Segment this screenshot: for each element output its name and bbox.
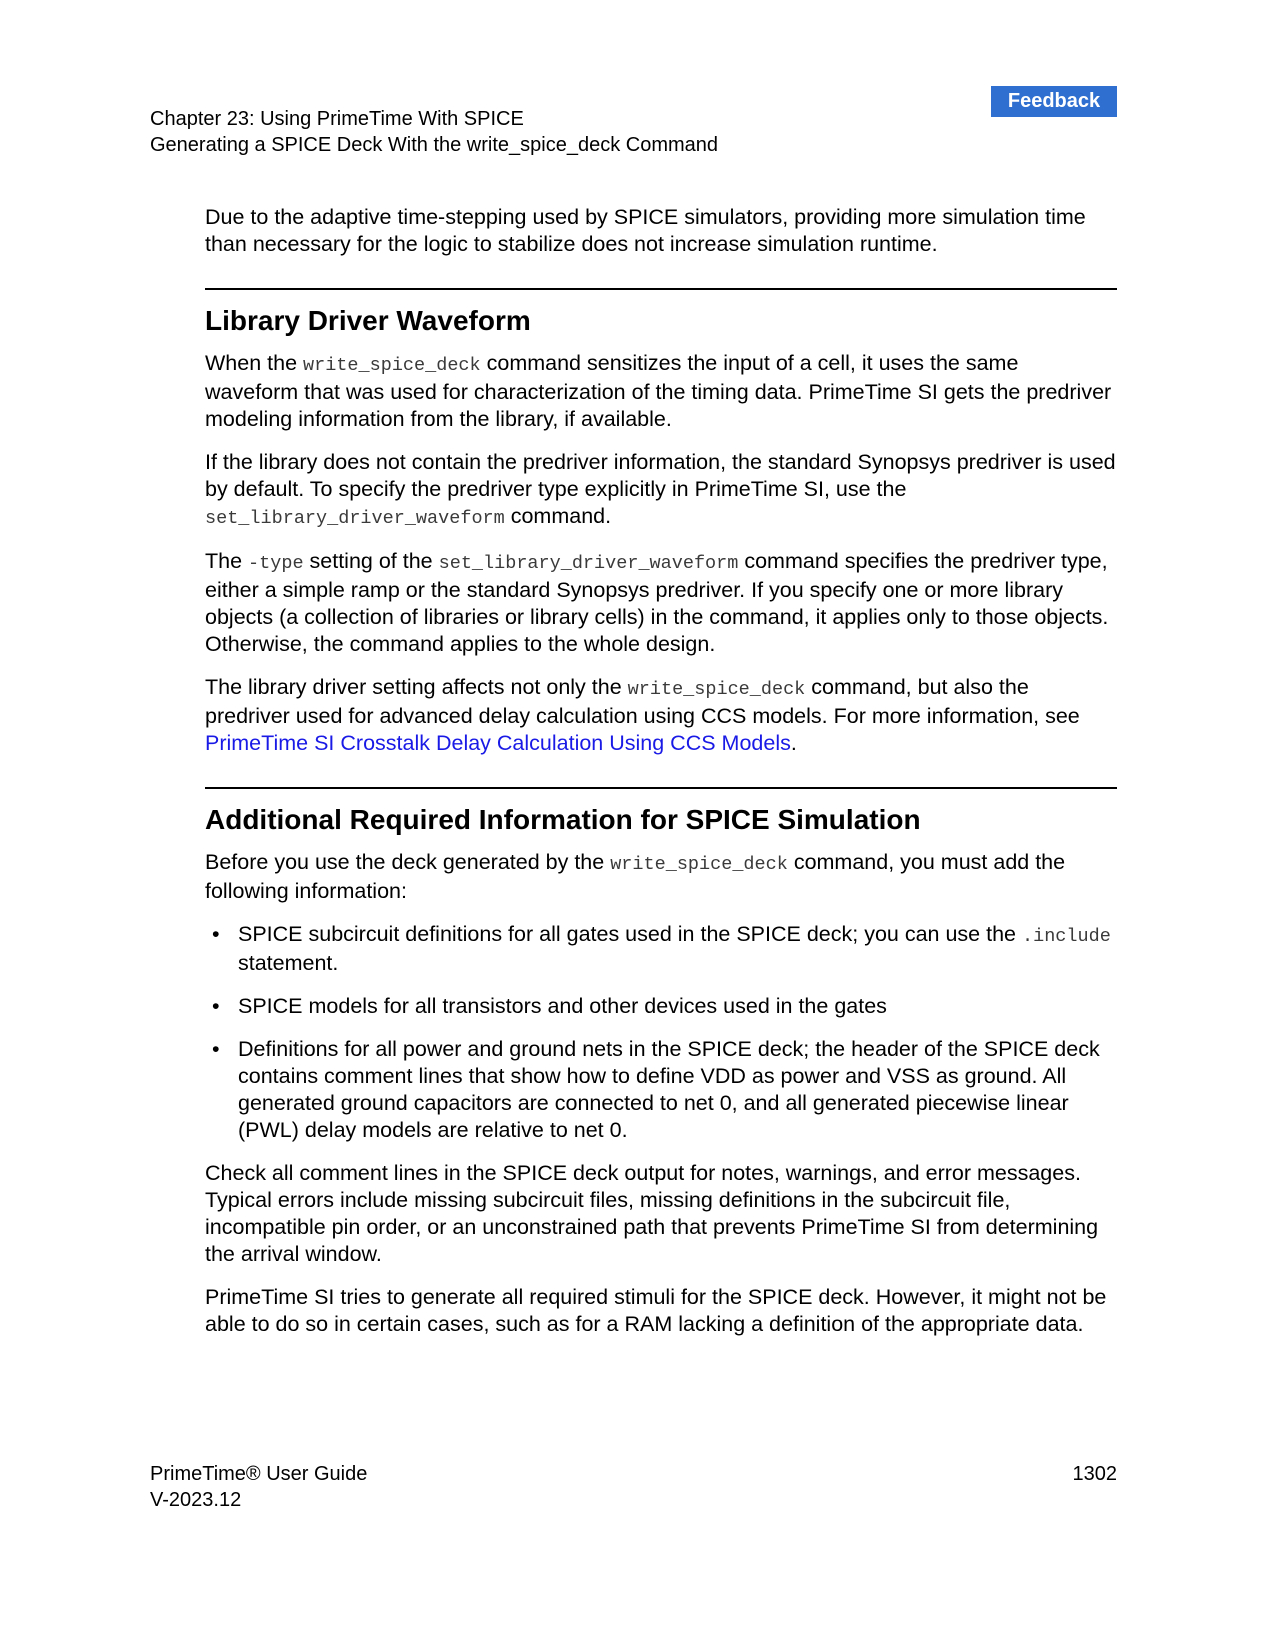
paragraph: When the write_spice_deck command sensitizes the input of a cell, it uses the same waveform that was used for characterization of the timing data. PrimeTime SI gets the predriver modeling information from the library, if available.: [205, 351, 1112, 431]
page-number: 1302: [1072, 1463, 1117, 1485]
inline-code: write_spice_deck: [610, 854, 788, 875]
inline-code: set_library_driver_waveform: [205, 508, 505, 529]
bullet-icon: •: [212, 1037, 220, 1061]
guide-title: PrimeTime® User Guide: [150, 1463, 368, 1485]
paragraph: The -type setting of the set_library_driver_waveform command specifies the predriver type, either a simple ramp or the standard Synopsys predriver. If you specify one or more library objects (a collection of libraries or library cells) in the command, it applies only to those objects. Otherwise, the command applies to the whole design.: [205, 549, 1109, 656]
paragraph: If the library does not contain the predriver information, the standard Synopsys predriver is used by default. To specify the predriver type explicitly in PrimeTime SI, use the set_library_driver_waveform command.: [205, 450, 1116, 529]
feedback-button[interactable]: Feedback: [991, 86, 1117, 117]
inline-code: set_library_driver_waveform: [438, 553, 739, 574]
chapter-title: Chapter 23: Using PrimeTime With SPICE: [150, 108, 524, 130]
section-heading-additional-info: Additional Required Information for SPICE Simulation: [205, 804, 921, 835]
paragraph: The library driver setting affects not only the write_spice_deck command, but also the predriver used for advanced delay calculation using CCS models. For more information, see PrimeTime SI Crosstalk Delay Calculation Using CCS Models.: [205, 675, 1080, 755]
bullet-icon: •: [212, 994, 220, 1018]
section-divider: [205, 288, 1117, 290]
inline-code: -type: [248, 553, 304, 574]
page-header: [150, 106, 718, 158]
intro-paragraph: Due to the adaptive time-stepping used by SPICE simulators, providing more simulation time than necessary for the logic to stabilize does not increase simulation runtime.: [205, 205, 1086, 256]
section-title: Generating a SPICE Deck With the write_spice_deck Command: [150, 134, 719, 156]
paragraph: Before you use the deck generated by the write_spice_deck command, you must add the following information:: [205, 850, 1066, 903]
page-footer: [150, 1461, 367, 1513]
bullet-icon: •: [212, 922, 220, 946]
section-divider: [205, 787, 1117, 789]
inline-code: .include: [1021, 926, 1111, 947]
list-item: • SPICE models for all transistors and other devices used in the gates: [212, 994, 887, 1018]
ccs-models-link[interactable]: PrimeTime SI Crosstalk Delay Calculation Using CCS Models: [205, 731, 791, 755]
requirements-list: [205, 921, 1117, 1144]
paragraph: Check all comment lines in the SPICE deck output for notes, warnings, and error messages. Typical errors include missing subcircuit files, missing definitions in the subcircuit file, incompatible pin order, or an unconstrained path that prevents PrimeTime SI from determining the arrival window.: [205, 1161, 1099, 1266]
paragraph: PrimeTime SI tries to generate all required stimuli for the SPICE deck. However, it might not be able to do so in certain cases, such as for a RAM lacking a definition of the appropriate data.: [205, 1285, 1107, 1336]
inline-code: write_spice_deck: [627, 679, 806, 700]
section-heading-library-driver-waveform: Library Driver Waveform: [205, 305, 531, 336]
page-content: [205, 204, 1117, 1354]
inline-code: write_spice_deck: [303, 355, 481, 376]
guide-version: V-2023.12: [150, 1489, 242, 1511]
list-item: • SPICE subcircuit definitions for all gates used in the SPICE deck; you can use the .include statement.: [212, 922, 1111, 975]
list-item: • Definitions for all power and ground nets in the SPICE deck; the header of the SPICE deck contains comment lines that show how to define VDD as power and VSS as ground. All generated ground capacitors are connected to net 0, and all generated piecewise linear (PWL) delay models are relative to net 0.: [212, 1037, 1100, 1142]
